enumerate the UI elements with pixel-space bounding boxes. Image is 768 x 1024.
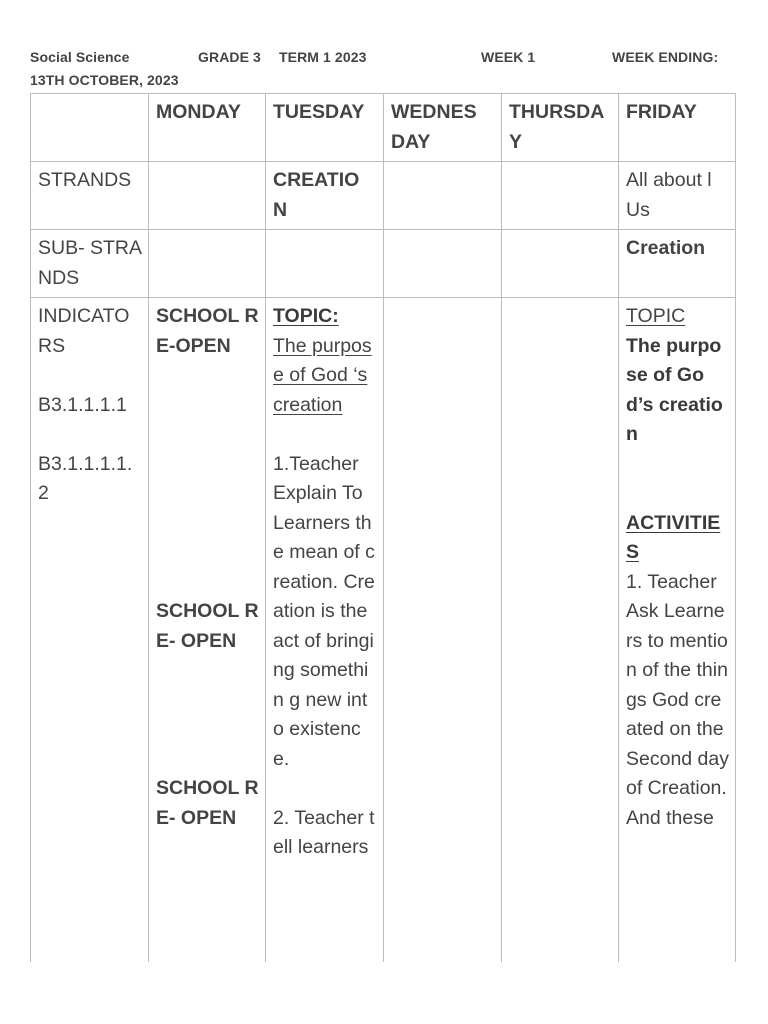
page-cutoff — [0, 962, 768, 1024]
indicators-label-cell — [31, 298, 149, 987]
table-row-days — [31, 94, 736, 162]
friday-activities-label: ACTIVITIE S — [626, 511, 721, 563]
school-reopen-note: SCHOOL RE- OPEN — [156, 777, 259, 829]
friday-topic: The purpose of God’s creation — [626, 334, 723, 445]
indicators-wednesday — [384, 298, 502, 987]
school-reopen-note: SCHOOL RE- OPEN — [156, 600, 259, 652]
substrands-monday — [149, 230, 266, 298]
day-header-tuesday: TUESDAY — [266, 94, 384, 162]
week-label: WEEK 1 — [481, 49, 536, 65]
indicator-code: B3.1.1.1.1 — [38, 393, 127, 416]
week-ending-date: 13TH OCTOBER, 2023 — [30, 72, 179, 88]
substrands-label: SUB- STRANDS — [31, 230, 149, 298]
strands-friday: All about l Us — [619, 162, 736, 230]
tuesday-topic: The purpose of God ‘s creation — [273, 334, 372, 416]
day-header-thursday: THURSDA Y — [502, 94, 619, 162]
subject-label: Social Science — [30, 49, 130, 65]
tuesday-activity-2: 2. Teacher tell learners — [273, 806, 375, 858]
substrands-thursday — [502, 230, 619, 298]
indicator-code: B3.1.1.1.1.2 — [38, 452, 133, 504]
tuesday-topic-label: TOPIC: — [273, 305, 339, 327]
strands-wednesday — [384, 162, 502, 230]
document-header — [30, 46, 745, 92]
substrands-tuesday — [266, 230, 384, 298]
day-header-wednesday: WEDNES DAY — [384, 94, 502, 162]
school-reopen-note: SCHOOL RE-OPEN — [156, 305, 259, 357]
indicators-tuesday — [266, 298, 384, 987]
tuesday-activity-1: 1.Teacher Explain To Learners the mean of creation. Creation is the act of bringing somethin g new into existence. — [273, 452, 375, 770]
grade-label: GRADE 3 — [198, 49, 261, 65]
substrands-friday: Creation — [619, 230, 736, 298]
friday-activity-1: 1. Teacher Ask Learners to mention of the things God created on the Second day of Creation. And these — [626, 570, 729, 829]
corner-cell — [31, 94, 149, 162]
friday-topic-label: TOPIC — [626, 305, 686, 327]
strands-tuesday: CREATIO N — [266, 162, 384, 230]
indicators-thursday — [502, 298, 619, 987]
substrands-wednesday — [384, 230, 502, 298]
day-header-friday: FRIDAY — [619, 94, 736, 162]
lesson-plan-table — [30, 93, 736, 987]
table-row-indicators — [31, 298, 736, 987]
indicators-label: INDICATO RS — [38, 305, 130, 357]
table-row-strands — [31, 162, 736, 230]
day-header-monday: MONDAY — [149, 94, 266, 162]
strands-monday — [149, 162, 266, 230]
indicators-monday — [149, 298, 266, 987]
week-ending-label: WEEK ENDING: — [612, 49, 719, 65]
indicators-friday — [619, 298, 736, 987]
table-row-substrands — [31, 230, 736, 298]
term-label: TERM 1 2023 — [279, 49, 367, 65]
strands-label: STRANDS — [31, 162, 149, 230]
strands-thursday — [502, 162, 619, 230]
